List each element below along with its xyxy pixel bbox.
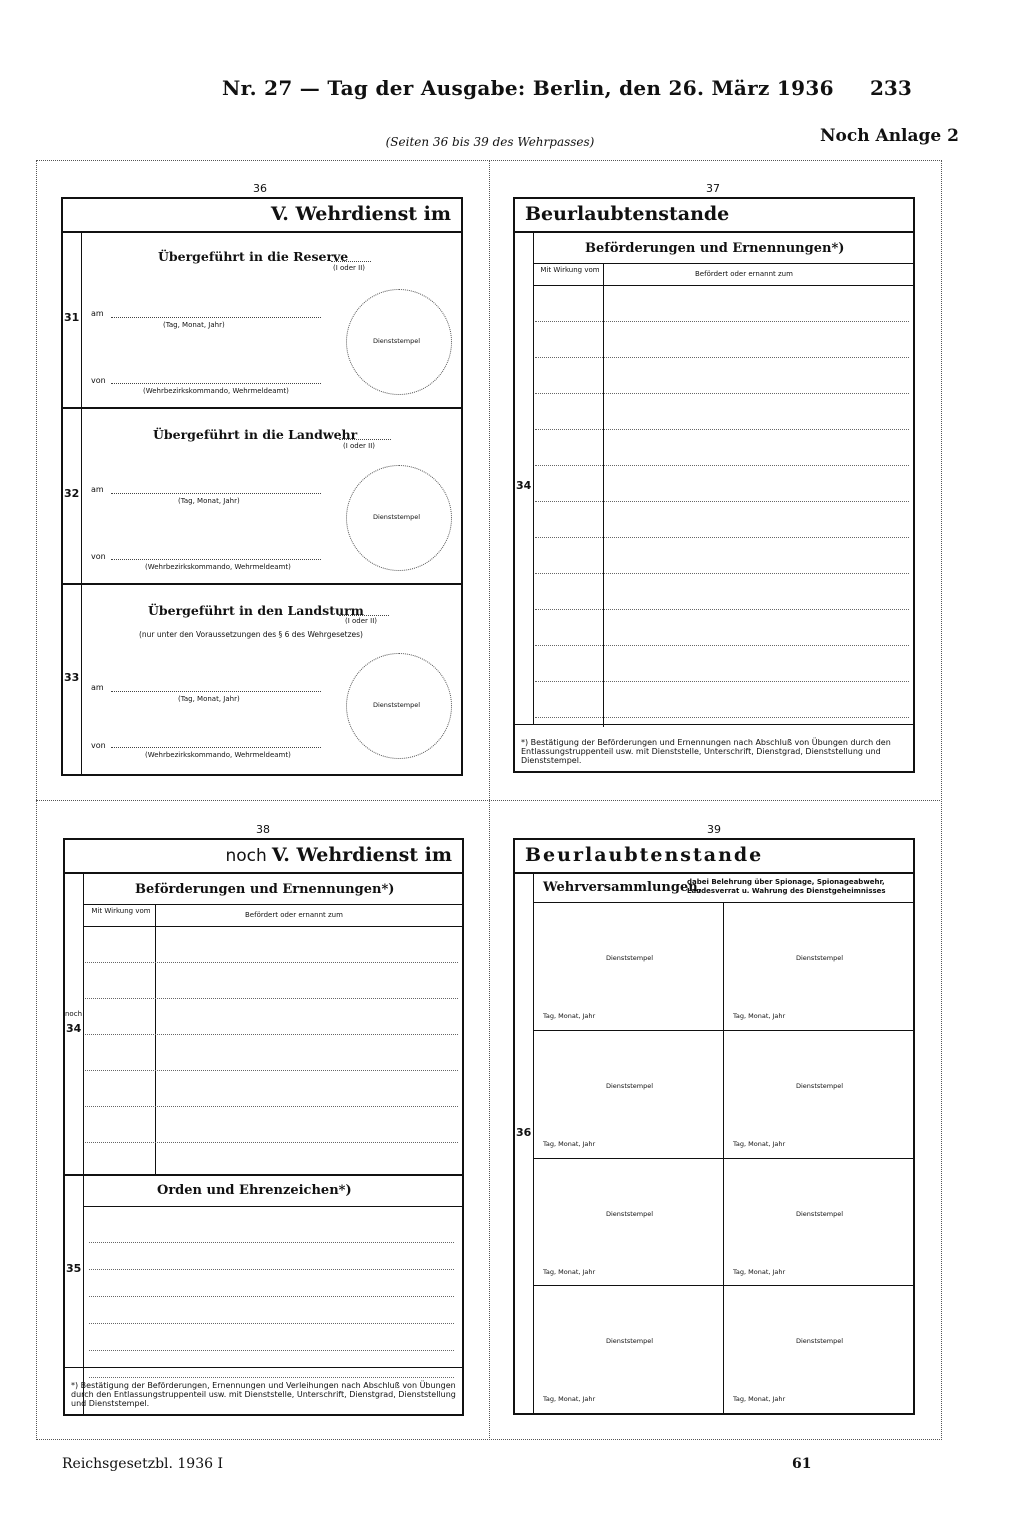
section-32-heading: Übergeführt in die Landwehr: [153, 427, 358, 442]
entry-line[interactable]: [85, 1142, 458, 1143]
entry-line[interactable]: [85, 1034, 458, 1035]
stamp-label: Dienststempel: [373, 701, 421, 709]
page-37-number: 37: [706, 182, 720, 195]
von-hint: (Wehrbezirkskommando, Wehrmeldeamt): [145, 751, 291, 759]
entry-line[interactable]: [85, 962, 458, 963]
page-header: [0, 70, 1036, 106]
von-field[interactable]: [111, 559, 321, 560]
cell-stamp-label: Dienststempel: [796, 1081, 844, 1090]
grid-row-line: [533, 1285, 913, 1286]
von-label: von: [91, 376, 106, 385]
page-39-number: 39: [707, 823, 721, 836]
page-36-title: V. Wehrdienst im: [270, 203, 451, 225]
frame-divider-h: [36, 800, 940, 801]
entry-line[interactable]: [535, 609, 909, 610]
page-36-body: [63, 231, 461, 774]
page-39-section-number: 36: [516, 1126, 532, 1139]
section-32: [63, 407, 461, 585]
page-37-footnote: *) Bestätigung der Beförderungen und Ernennungen nach Abschluß von Übungen durch den Entlassungstruppenteil usw. mit Dienststelle, Unterschrift, Dienstgrad, Dienststellung und Dienststempel.: [521, 738, 891, 765]
section-33-heading: Übergeführt in den Landsturm: [148, 603, 364, 618]
cell-stamp-label: Dienststempel: [796, 1209, 844, 1218]
page-38-number: 38: [256, 823, 270, 836]
entry-line[interactable]: [535, 717, 909, 718]
col-mit-wirkung: Mit Wirkung vom: [91, 907, 151, 915]
page-39-panel: [513, 838, 915, 1415]
page-38-panel: [63, 838, 464, 1416]
page-36-number: 36: [253, 182, 267, 195]
col-mit-wirkung: Mit Wirkung vom: [540, 266, 600, 274]
entry-line[interactable]: [535, 681, 909, 682]
am-field[interactable]: [111, 691, 321, 692]
entry-line[interactable]: [89, 1350, 454, 1351]
page-37-heading: Beförderungen und Ernennungen*): [585, 241, 845, 256]
page-38-heading: Beförderungen und Ernennungen*): [135, 882, 395, 897]
page-36-title-bar: [63, 199, 461, 233]
page-38-title: V. Wehrdienst im: [271, 844, 452, 866]
section-33-number: 33: [64, 671, 80, 684]
grid-row-line: [533, 1030, 913, 1031]
am-label: am: [91, 309, 104, 318]
section-32-sub: (I oder II): [343, 442, 376, 450]
entry-line[interactable]: [535, 393, 909, 394]
entry-line[interactable]: [89, 1296, 454, 1297]
entry-line[interactable]: [535, 429, 909, 430]
am-label: am: [91, 485, 104, 494]
page-36-panel: [61, 197, 463, 776]
entry-line[interactable]: [535, 573, 909, 574]
von-label: von: [91, 552, 106, 561]
von-field[interactable]: [111, 383, 321, 384]
entry-line[interactable]: [535, 501, 909, 502]
col-befoerdert: Befördert oder ernannt zum: [695, 270, 793, 278]
cell-stamp-label: Dienststempel: [606, 1209, 654, 1218]
entry-line[interactable]: [89, 1269, 454, 1270]
cell-date-label[interactable]: Tag, Monat, Jahr: [733, 1395, 786, 1404]
entry-line[interactable]: [85, 998, 458, 999]
section-32-number: 32: [64, 487, 80, 500]
cell-date-label[interactable]: Tag, Monat, Jahr: [733, 1267, 786, 1276]
section-33-note: (nur unter den Voraussetzungen des § 6 des Wehrgesetzes): [139, 630, 363, 639]
page-38-sidebar: [65, 872, 84, 1414]
entry-line[interactable]: [535, 645, 909, 646]
am-label: am: [91, 683, 104, 692]
anlage-label: Noch Anlage 2: [820, 126, 959, 146]
am-hint: (Tag, Monat, Jahr): [163, 321, 225, 329]
entry-line[interactable]: [535, 321, 909, 322]
stamp-label: Dienststempel: [373, 513, 421, 521]
entry-line[interactable]: [85, 1106, 458, 1107]
von-hint: (Wehrbezirkskommando, Wehrmeldeamt): [143, 387, 289, 395]
section-31-number: 31: [64, 311, 80, 324]
section-31-sub: (I oder II): [333, 264, 366, 272]
page-38-title-pre: noch: [225, 846, 267, 866]
page-39-sidebar: [515, 872, 534, 1413]
page-37-title: Beurlaubtenstande: [525, 203, 730, 225]
cell-date-label[interactable]: Tag, Monat, Jahr: [733, 1012, 786, 1020]
page-39-title-bar: [515, 840, 913, 874]
cell-date-label[interactable]: Tag, Monat, Jahr: [543, 1267, 596, 1276]
page-39-heading: Wehrversammlungen,: [543, 880, 703, 895]
entry-line[interactable]: [535, 465, 909, 466]
issue-line: Nr. 27 — Tag der Ausgabe: Berlin, den 26. März 1936: [222, 76, 834, 100]
page-37-sidebar: [515, 231, 534, 725]
von-hint: (Wehrbezirkskommando, Wehrmeldeamt): [145, 563, 291, 571]
am-hint: (Tag, Monat, Jahr): [178, 695, 240, 703]
page-37-title-bar: [515, 199, 913, 233]
page-37-panel: [513, 197, 915, 773]
page-39-title: Beurlaubtenstande: [525, 844, 764, 866]
cell-date-label[interactable]: Tag, Monat, Jahr: [543, 1395, 596, 1404]
section-33: [63, 583, 461, 774]
stamp-label: Dienststempel: [373, 337, 421, 345]
von-field[interactable]: [111, 747, 321, 748]
von-label: von: [91, 741, 106, 750]
am-field[interactable]: [111, 317, 321, 318]
page-number: 233: [870, 76, 912, 100]
entry-line[interactable]: [89, 1323, 454, 1324]
am-hint: (Tag, Monat, Jahr): [178, 497, 240, 505]
cell-stamp-label: Dienststempel: [796, 954, 844, 962]
cell-stamp-label: Dienststempel: [606, 1081, 654, 1090]
entry-line[interactable]: [89, 1377, 454, 1378]
page-38-secnum-pre: noch: [65, 1010, 83, 1018]
am-field[interactable]: [111, 493, 321, 494]
subtitle: (Seiten 36 bis 39 des Wehrpasses): [385, 135, 595, 149]
frame-divider-v: [489, 160, 490, 1438]
col-befoerdert: Befördert oder ernannt zum: [245, 911, 343, 919]
page-37-section-number: 34: [516, 479, 532, 492]
entry-line[interactable]: [535, 357, 909, 358]
cell-date-label[interactable]: Tag, Monat, Jahr: [733, 1139, 786, 1148]
entry-line[interactable]: [89, 1242, 454, 1243]
entry-line[interactable]: [535, 537, 909, 538]
page-38-section-number: 34: [66, 1022, 82, 1035]
grid-row-line: [533, 1158, 913, 1159]
footer-left: Reichsgesetzbl. 1936 I: [62, 1456, 224, 1472]
page-38-heading-orden: Orden und Ehrenzeichen*): [157, 1183, 352, 1198]
entry-line[interactable]: [85, 1070, 458, 1071]
section-31-heading: Übergeführt in die Reserve: [158, 249, 349, 264]
cell-stamp-label: Dienststempel: [796, 1337, 844, 1346]
section-31: [63, 231, 461, 409]
page-39-heading-note: dabei Belehrung über Spionage, Spionageabwehr, Landesverrat u. Wahrung des Dienstgeheimnisses: [687, 878, 886, 895]
cell-date-label[interactable]: Tag, Monat, Jahr: [543, 1012, 596, 1020]
cell-date-label[interactable]: Tag, Monat, Jahr: [543, 1139, 596, 1148]
page-38-footnote: *) Bestätigung der Beförderungen, Ernennungen und Verleihungen nach Abschluß von Übungen durch den Entlassungstruppenteil usw. mit Dienststelle, Unterschrift, Dienstgrad, Dienststellung und Dienststempel.: [71, 1381, 456, 1408]
page-38-section-number-35: 35: [66, 1262, 82, 1275]
footer-right: 61: [792, 1456, 812, 1472]
section-33-sub: (I oder II): [345, 617, 378, 625]
page-38-title-bar: [65, 840, 462, 874]
cell-stamp-label: Dienststempel: [606, 954, 654, 962]
cell-stamp-label: Dienststempel: [606, 1337, 654, 1346]
